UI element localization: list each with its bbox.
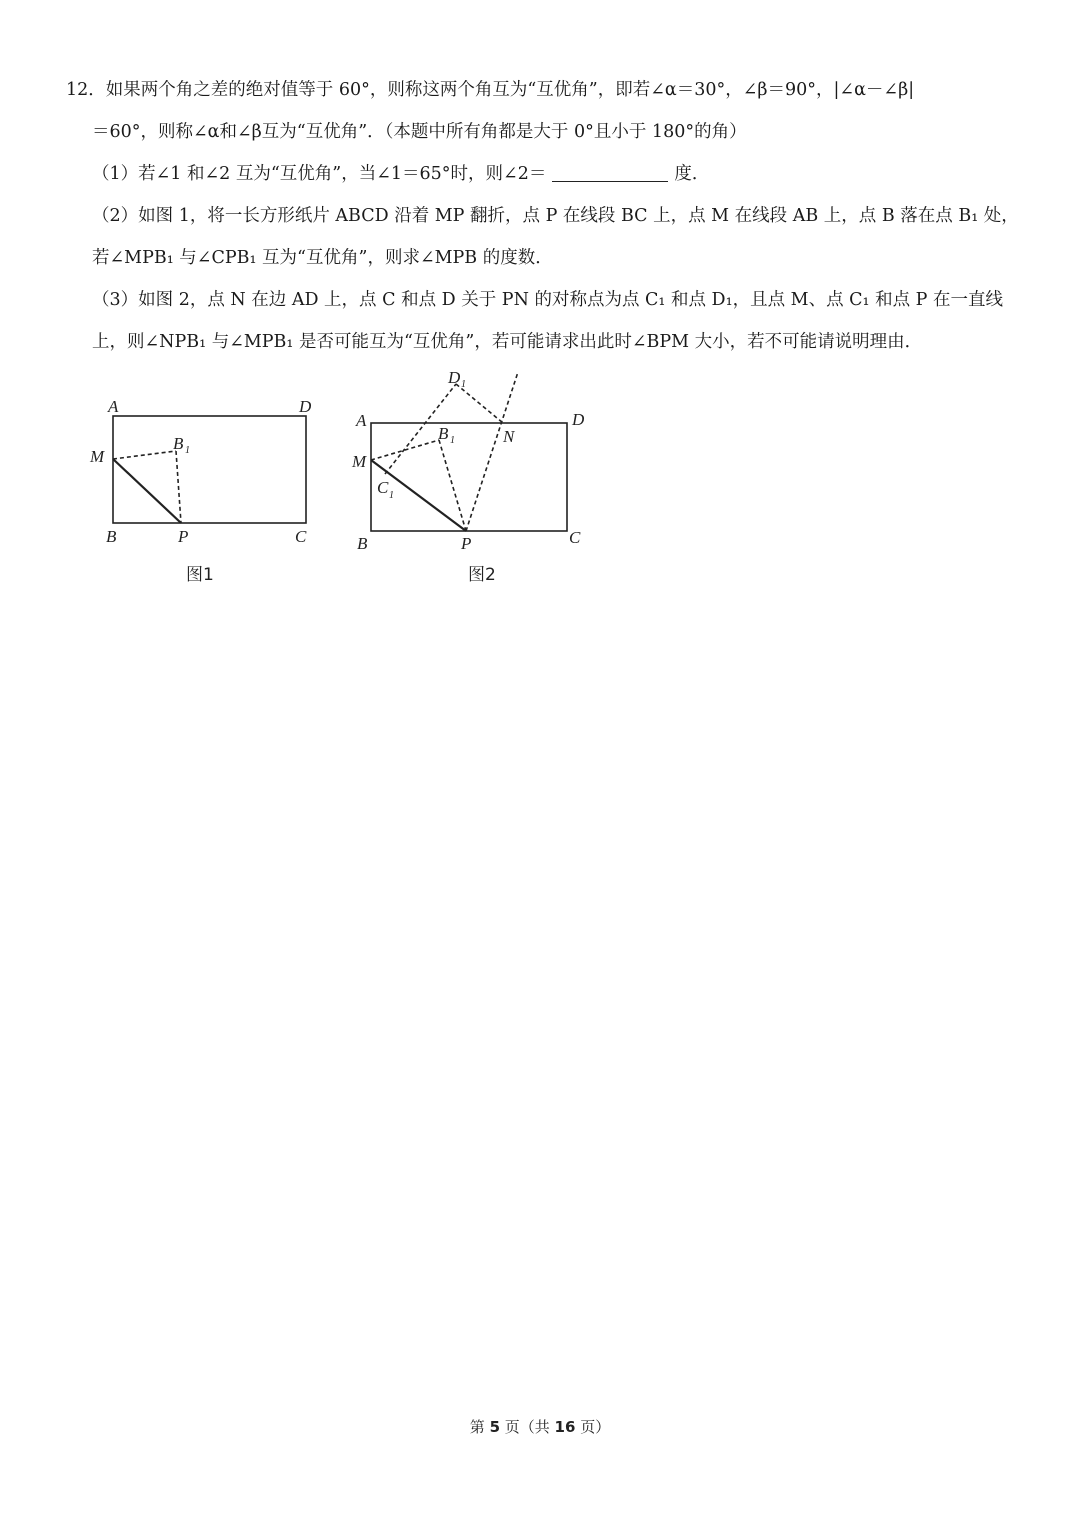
fig2-label-p: P [461, 534, 472, 553]
figure-2-labels [351, 368, 585, 585]
page-footer [0, 1416, 1080, 1437]
fig2-label-c1-sub: 1 [389, 490, 394, 501]
fig1-label-b1-sub: 1 [185, 445, 190, 456]
footer-page-number: 5 [489, 1418, 500, 1436]
fig1-label-c: C [295, 527, 307, 546]
fig2-label-c: C [569, 528, 581, 547]
part-2-line-1: （2）如图 1，将一长方形纸片 ABCD 沿着 MP 翻折，点 P 在线段 BC 上，点 M 在线段 AB 上，点 B 落在点 B₁ 处， [92, 206, 1019, 226]
fig2-label-n: N [503, 427, 515, 446]
answer-blank [552, 163, 668, 182]
fig1-label-p: P [178, 527, 189, 546]
fig2-label-d: D [572, 410, 585, 429]
part-1 [92, 162, 709, 186]
part-1-text: （1）若∠1 和∠2 互为“互优角”，当∠1＝65°时，则∠2＝ [92, 164, 547, 184]
footer-middle: 页（共 [500, 1418, 555, 1436]
figures [80, 362, 620, 592]
part-1-unit: 度． [674, 164, 710, 184]
fig1-label-d: D [299, 397, 312, 416]
footer-prefix: 第 [469, 1418, 490, 1436]
footer-suffix: 页） [575, 1418, 611, 1436]
fig2-label-d1: D [448, 368, 461, 387]
part-3-line-2: 上，则∠NPB₁ 与∠MPB₁ 是否可能互为“互优角”，若可能请求出此时∠BPM 大小，若不可能请说明理由． [92, 332, 923, 352]
part-2-line-2: 若∠MPB₁ 与∠CPB₁ 互为“互优角”，则求∠MPB 的度数． [92, 248, 553, 268]
figure-2 [371, 372, 567, 531]
fig2-caption: 图2 [468, 565, 496, 585]
fig2-label-m: M [352, 452, 367, 471]
fig2-dashed-mb1 [371, 440, 439, 460]
fig2-dashed-b1p [439, 440, 466, 531]
footer-total-pages: 16 [554, 1418, 576, 1436]
fig1-label-a: A [108, 397, 119, 416]
figure-1-labels [89, 397, 312, 585]
fig1-label-b: B [106, 527, 117, 546]
question-line-2: ＝60°，则称∠α和∠β互为“互优角”．（本题中所有角都是大于 0°且小于 180°的角） [92, 122, 747, 142]
fig1-caption: 图1 [186, 565, 214, 585]
figure-1 [113, 416, 306, 523]
fig2-rectangle [371, 423, 567, 531]
fig1-fold-line-mp [113, 459, 181, 523]
fig1-rectangle [113, 416, 306, 523]
part-3-line-1: （3）如图 2，点 N 在边 AD 上，点 C 和点 D 关于 PN 的对称点为点 C₁ 和点 D₁，且点 M、点 C₁ 和点 P 在一直线 [92, 290, 1003, 310]
fig2-label-d1-sub: 1 [461, 379, 466, 390]
question-line-1: 12．如果两个角之差的绝对值等于 60°，则称这两个角互为“互优角”，即若∠α＝30°，∠β＝90°，|∠α－∠β| [66, 80, 915, 100]
fig2-label-b1: B [438, 424, 449, 443]
fig2-label-c1: C [377, 478, 389, 497]
fig2-label-a: A [356, 411, 367, 430]
fig2-label-b: B [357, 534, 368, 553]
fig2-dashed-pn-extended [466, 372, 518, 531]
fig1-dashed-mb1 [113, 451, 176, 459]
fig1-dashed-b1p [176, 451, 181, 523]
fig2-label-b1-sub: 1 [450, 435, 455, 446]
fig1-label-b1: B [173, 434, 184, 453]
fig1-label-m: M [90, 447, 105, 466]
